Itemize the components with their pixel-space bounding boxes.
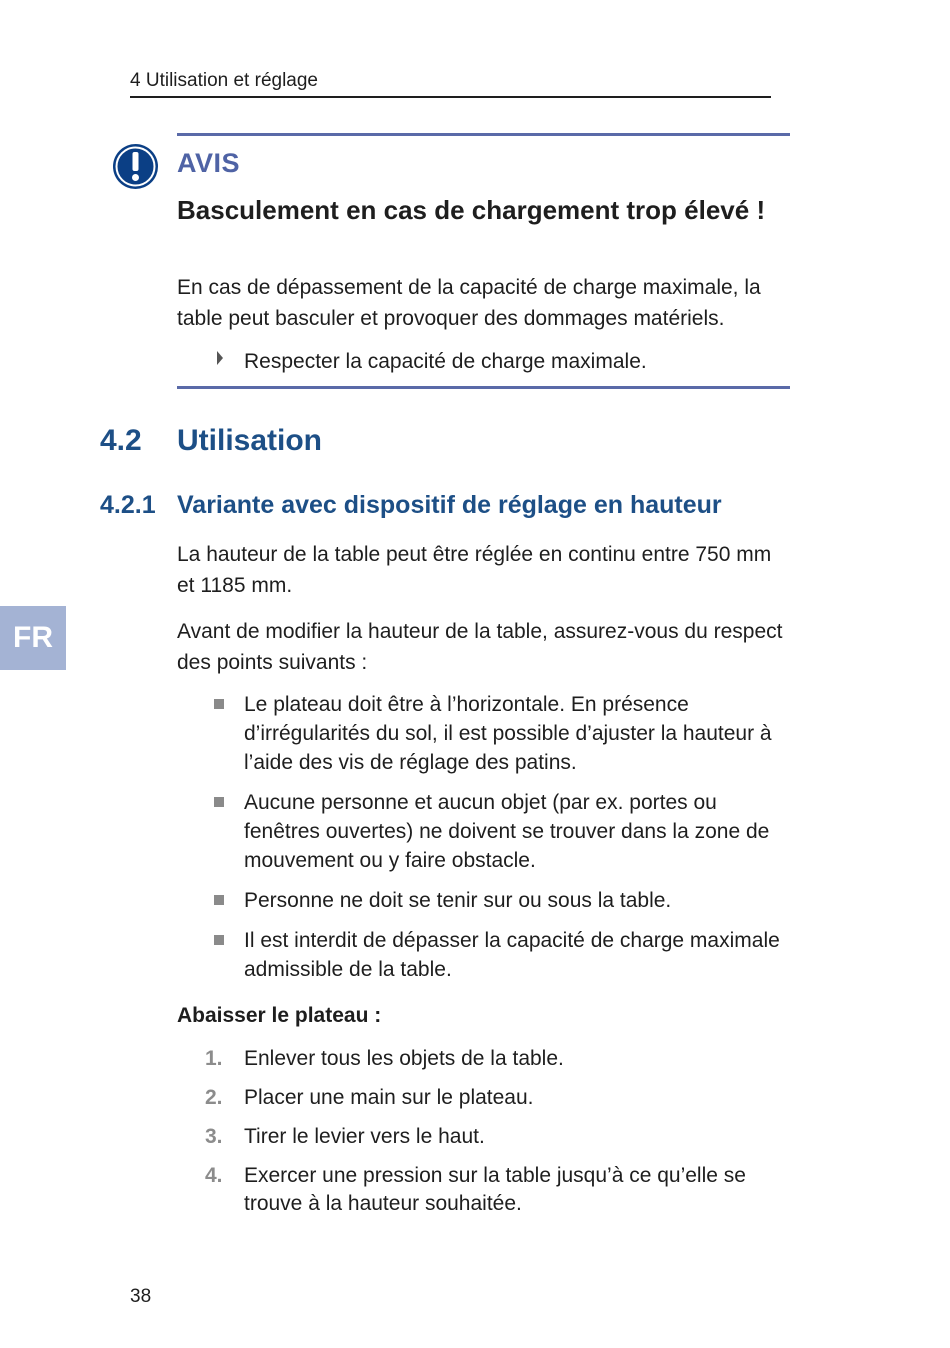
- list-item: [177, 886, 797, 915]
- header-divider: [130, 96, 771, 98]
- section-title: Utilisation: [177, 424, 323, 457]
- step-number: 4.: [205, 1164, 223, 1187]
- language-tab: FR: [0, 606, 66, 670]
- step-number: 2.: [205, 1086, 223, 1109]
- step-text: Enlever tous les objets de la table.: [244, 1047, 564, 1070]
- step-item: [177, 1084, 797, 1112]
- square-bullet-icon: [214, 699, 224, 709]
- section-number: 4.2: [100, 424, 142, 457]
- list-item-text: Le plateau doit être à l’horizontale. En présence d’irrégularités du sol, il est possible d’ajuster la hauteur à l’aide des vis de réglage des patins.: [244, 693, 772, 774]
- notice-label: AVIS: [177, 148, 241, 178]
- notice-bottom-divider: [177, 386, 790, 389]
- running-header: 4 Utilisation et réglage: [130, 70, 318, 91]
- height-range-paragraph: La hauteur de la table peut être réglée en continu entre 750 mm et 1185 mm.: [177, 543, 772, 597]
- step-text: Placer une main sur le plateau.: [244, 1086, 534, 1109]
- square-bullet-icon: [214, 935, 224, 945]
- list-item: [177, 788, 797, 875]
- list-item-text: Aucune personne et aucun objet (par ex. portes ou fenêtres ouvertes) ne doivent se trouver dans la zone de mouvement ou y faire obstacle.: [244, 791, 770, 872]
- page-number: 38: [130, 1286, 152, 1307]
- step-number: 3.: [205, 1125, 223, 1148]
- arrow-right-icon: [217, 351, 223, 365]
- notice-action-text: Respecter la capacité de charge maximale.: [244, 350, 647, 373]
- procedure-steps: [177, 1045, 797, 1229]
- subsection-number: 4.2.1: [100, 491, 156, 519]
- procedure-title: Abaisser le plateau :: [177, 1004, 382, 1027]
- step-text: Exercer une pression sur la table jusqu’à ce qu’elle se trouve à la hauteur souhaitée.: [244, 1164, 746, 1215]
- subsection-title: Variante avec dispositif de réglage en hauteur: [177, 491, 722, 519]
- step-item: [177, 1045, 797, 1073]
- square-bullet-icon: [214, 895, 224, 905]
- list-item: [177, 690, 797, 777]
- list-item-text: Il est interdit de dépasser la capacité de charge maximale admissible de la table.: [244, 929, 780, 981]
- list-item: [177, 926, 797, 984]
- precheck-list: [177, 690, 797, 995]
- step-number: 1.: [205, 1047, 223, 1070]
- square-bullet-icon: [214, 797, 224, 807]
- notice-heading: Basculement en cas de chargement trop élevé !: [177, 195, 766, 225]
- notice-action: [177, 347, 792, 377]
- notice-top-divider: [177, 133, 790, 136]
- step-item: [177, 1162, 797, 1218]
- step-text: Tirer le levier vers le haut.: [244, 1125, 485, 1148]
- precheck-paragraph: Avant de modifier la hauteur de la table, assurez-vous du respect des points suivants :: [177, 620, 783, 674]
- step-item: [177, 1123, 797, 1151]
- exclamation-icon: [112, 143, 159, 190]
- list-item-text: Personne ne doit se tenir sur ou sous la table.: [244, 889, 672, 912]
- notice-body: En cas de dépassement de la capacité de charge maximale, la table peut basculer et provoquer des dommages matériels.: [177, 276, 761, 330]
